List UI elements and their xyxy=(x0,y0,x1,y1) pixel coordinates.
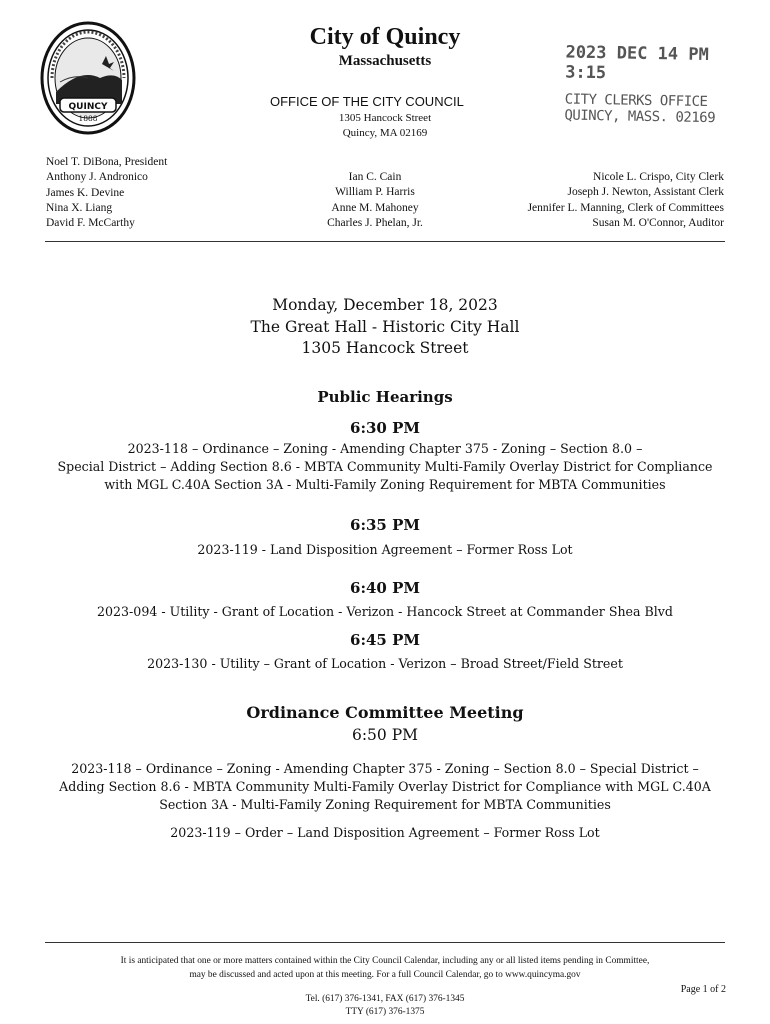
committee-item-line: 2023-118 – Ordinance – Zoning - Amending Chapter 375 - Zoning – Section 8.0 – Special District – xyxy=(71,761,699,776)
official-name: Ian C. Cain xyxy=(348,171,402,183)
hearing-item xyxy=(40,440,730,494)
hearing-item-line: 2023-094 - Utility - Grant of Location - Verizon - Hancock Street at Commander Shea Blvd xyxy=(97,604,673,619)
meeting-location: The Great Hall - Historic City Hall xyxy=(250,318,520,336)
official-name: Noel T. DiBona, President xyxy=(46,156,168,168)
councillors-middle-column xyxy=(270,170,480,231)
hearing-time: 6:40 PM xyxy=(350,579,420,597)
official-name: James K. Devine xyxy=(46,186,125,199)
footer-telephone: Tel. (617) 376-1341, FAX (617) 376-1345 xyxy=(305,994,465,1004)
official-name: Anne M. Mahoney xyxy=(331,201,419,214)
hearing-item-line: 2023-118 – Ordinance – Zoning - Amending Chapter 375 - Zoning – Section 8.0 – xyxy=(127,441,643,456)
hearing-item xyxy=(40,655,730,673)
stamp-datetime: 2023 DEC 14 PM 3:15 xyxy=(565,42,709,84)
ordinance-committee-time: 6:50 PM xyxy=(351,726,419,744)
official-name: Joseph J. Newton, Assistant Clerk xyxy=(567,186,724,199)
stamp-office: CITY CLERKS OFFICE xyxy=(564,91,708,111)
office-name: OFFICE OF THE CITY COUNCIL xyxy=(270,94,464,109)
footer-tty: TTY (617) 376-1375 xyxy=(345,1007,425,1017)
official-name: Nina X. Liang xyxy=(46,201,113,214)
committee-item-line: Adding Section 8.6 - MBTA Community Multi-Family Overlay District for Compliance with MGL C.40A xyxy=(59,779,711,794)
footer-notice-line: may be discussed and acted upon at this meeting. For a full Council Calendar, go to www.quincyma.gov xyxy=(189,969,581,980)
footer-notice-line: It is anticipated that one or more matters contained within the City Council Calendar, including any or all listed items pending in Committee, xyxy=(120,956,650,966)
committee-item-line: Section 3A - Multi-Family Zoning Requirement for MBTA Communities xyxy=(159,797,611,812)
ordinance-committee-heading: Ordinance Committee Meeting xyxy=(246,703,524,722)
seal-quincy-text: QUINCY xyxy=(68,102,108,112)
hearing-item xyxy=(40,541,730,559)
footer-divider xyxy=(45,942,725,943)
page-number: Page 1 of 2 xyxy=(680,984,726,995)
hearing-time: 6:35 PM xyxy=(350,516,420,534)
official-name: Susan M. O'Connor, Auditor xyxy=(592,216,724,229)
hearing-item-line: with MGL C.40A Section 3A - Multi-Family Zoning Requirement for MBTA Communities xyxy=(104,477,666,492)
official-name: William P. Harris xyxy=(335,186,415,199)
committee-item xyxy=(40,760,730,814)
hearing-item-line: 2023-130 - Utility – Grant of Location - Verizon – Broad Street/Field Street xyxy=(147,656,623,671)
public-hearings-heading: Public Hearings xyxy=(317,388,453,406)
clerks-right-column xyxy=(528,170,724,231)
hearing-time: 6:30 PM xyxy=(350,419,420,437)
official-name: Nicole L. Crispo, City Clerk xyxy=(593,171,724,183)
meeting-street: 1305 Hancock Street xyxy=(301,339,469,357)
hearing-item-line: Special District – Adding Section 8.6 - MBTA Community Multi-Family Overlay District for Compliance xyxy=(57,459,713,474)
official-name: Charles J. Phelan, Jr. xyxy=(327,216,423,229)
official-name: David F. McCarthy xyxy=(46,217,135,230)
committee-item: 2023-119 – Order – Land Disposition Agreement – Former Ross Lot xyxy=(170,825,600,840)
state-name: Massachusetts xyxy=(338,53,432,69)
hearing-time: 6:45 PM xyxy=(350,631,420,649)
councillors-left-column xyxy=(46,155,167,231)
address-line-2: Quincy, MA 02169 xyxy=(342,127,428,139)
stamp-location: QUINCY, MASS. 02169 xyxy=(564,107,716,127)
address-line-1: 1305 Hancock Street xyxy=(338,112,432,124)
official-name: Jennifer L. Manning, Clerk of Committees xyxy=(527,201,724,214)
hearing-item-line: 2023-119 - Land Disposition Agreement – Former Ross Lot xyxy=(197,542,573,557)
footer-notice xyxy=(40,955,730,982)
official-name: Anthony J. Andronico xyxy=(46,171,148,184)
hearing-item xyxy=(40,603,730,621)
received-stamp xyxy=(564,43,735,127)
meeting-date: Monday, December 18, 2023 xyxy=(272,296,498,314)
seal-year-text: 1888 xyxy=(78,114,98,123)
city-title: City of Quincy xyxy=(309,24,461,50)
header-divider xyxy=(45,241,725,242)
